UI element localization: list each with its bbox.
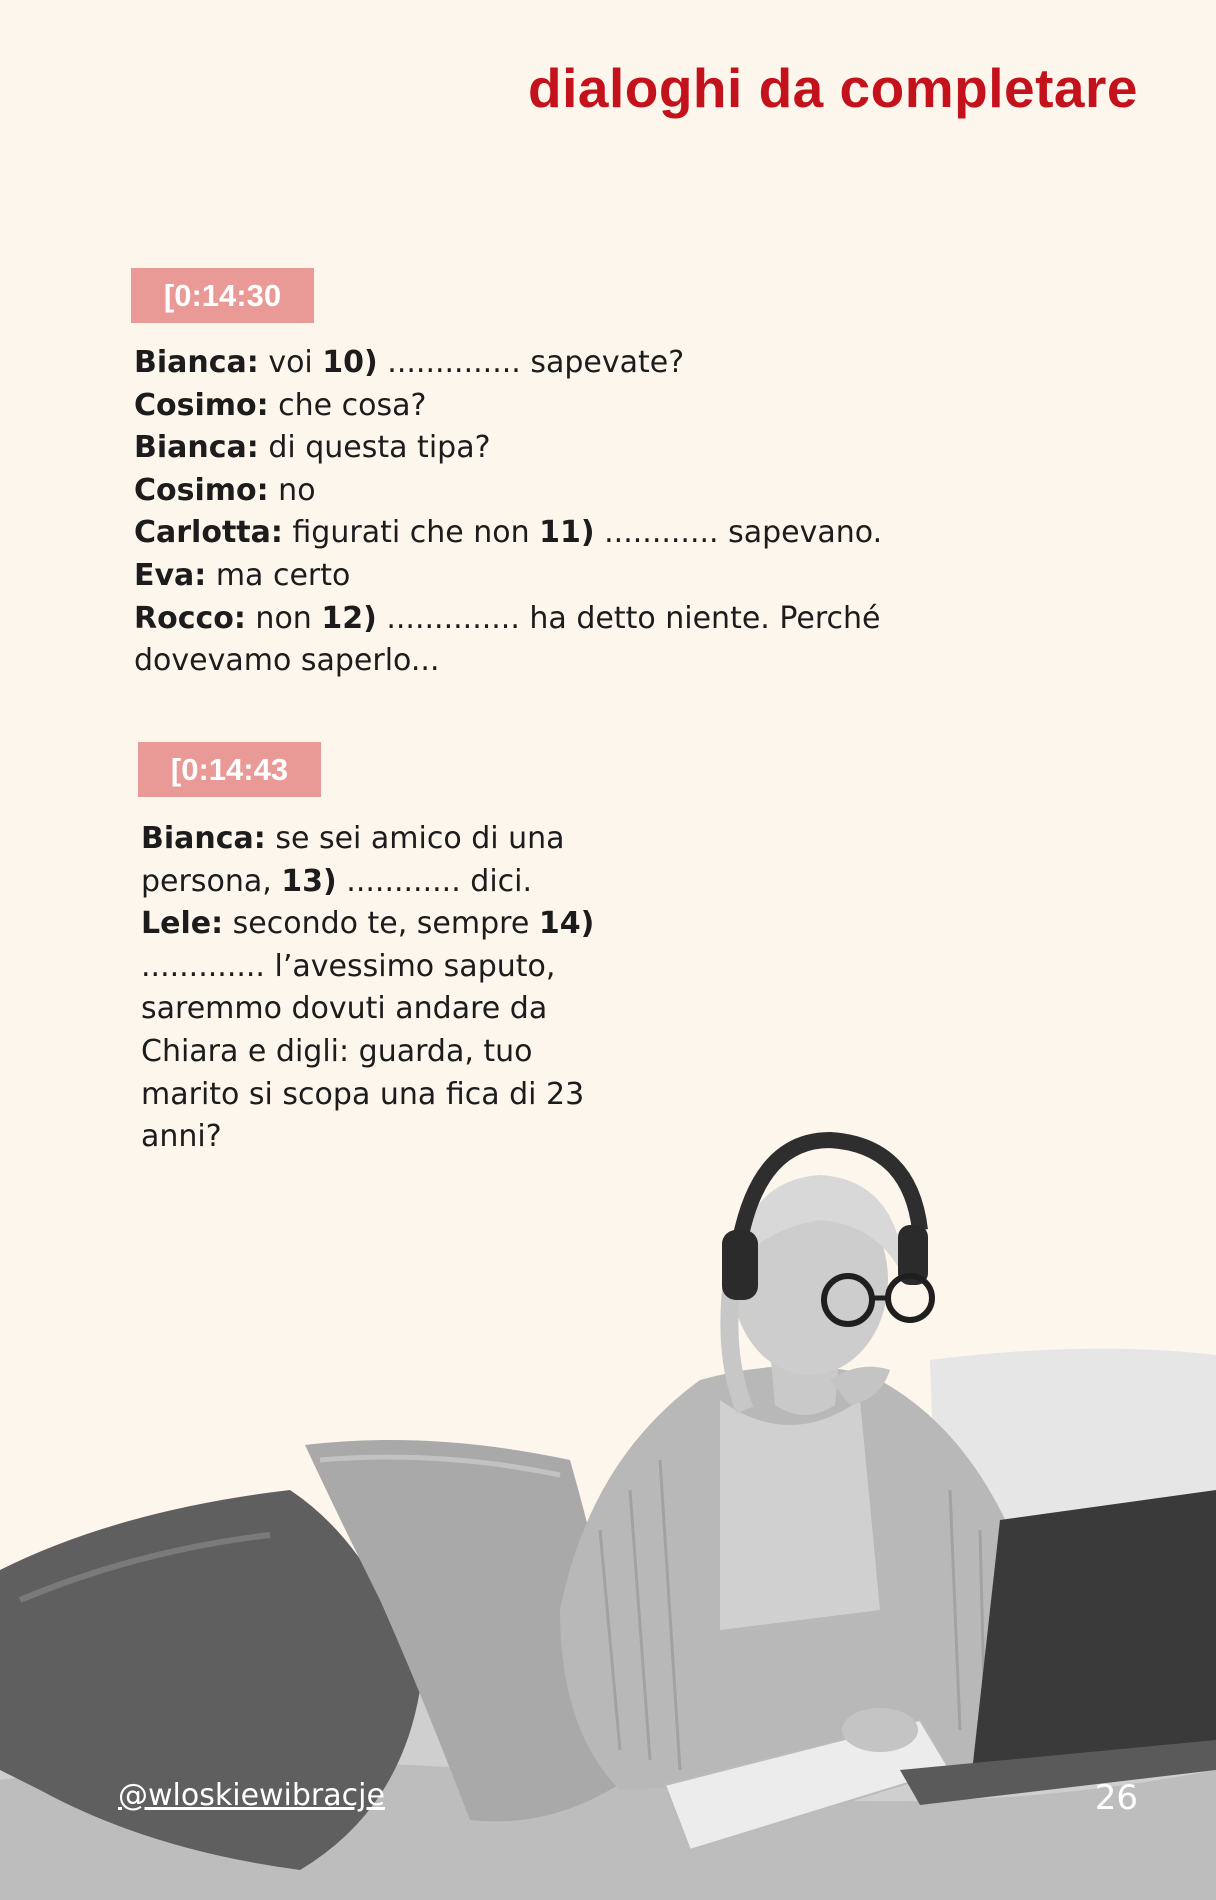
speaker-name: Lele: — [141, 906, 224, 942]
dialogue-line — [134, 470, 914, 513]
speaker-name: Rocco: — [134, 600, 246, 636]
blank-number: 13) — [281, 863, 337, 899]
speaker-name: Bianca: — [134, 430, 259, 466]
dialogue-line — [134, 512, 914, 555]
line-text: se sei amico di una persona, — [141, 821, 565, 899]
dialogue-line — [134, 598, 914, 683]
dialogue-line — [134, 555, 914, 598]
line-text: ma certo — [206, 557, 351, 593]
line-text: .............. sapevate? — [377, 345, 685, 380]
line-text: voi — [258, 345, 323, 380]
blank-number: 14) — [538, 906, 595, 942]
line-text: ............ sapevano. — [594, 515, 883, 551]
dialogue-line — [141, 903, 611, 1159]
dialogue-line — [134, 427, 914, 470]
line-text: .............. ha detto niente. Perché dovevamo saperlo... — [134, 600, 881, 679]
page-title: dialoghi da completare — [527, 57, 1138, 119]
line-text: ............. l’avessimo saputo, saremmo dovuti andare da Chiara e digli: guarda, tuo marito si scopa una fica di 23 anni? — [141, 948, 585, 1155]
timestamp-badge: [0:14:43 — [138, 742, 321, 797]
line-text: non — [245, 600, 322, 636]
line-text: di questa tipa? — [258, 430, 491, 466]
dialogue-line — [134, 385, 914, 428]
line-text: no — [268, 472, 316, 508]
speaker-name: Bianca: — [134, 345, 259, 380]
speaker-name: Cosimo: — [134, 472, 269, 508]
line-text: figurati che non — [282, 515, 540, 551]
blank-number: 12) — [321, 600, 377, 636]
dialogue-block-2 — [141, 818, 611, 1159]
line-text: che cosa? — [268, 387, 427, 423]
speaker-name: Cosimo: — [134, 387, 269, 423]
speaker-name: Carlotta: — [134, 515, 283, 551]
speaker-name: Bianca: — [141, 821, 266, 856]
line-text: secondo te, sempre — [223, 906, 539, 942]
line-text: ............ dici. — [336, 863, 533, 899]
dialogue-line — [141, 818, 611, 903]
instagram-handle-link[interactable]: @wloskiewibracje — [118, 1778, 385, 1813]
timestamp-badge: [0:14:30 — [131, 268, 314, 323]
page-number: 26 — [1094, 1778, 1138, 1818]
dialogue-line — [134, 342, 914, 385]
speaker-name: Eva: — [134, 557, 207, 593]
blank-number: 11) — [539, 515, 595, 551]
dialogue-block-1 — [134, 342, 914, 683]
blank-number: 10) — [322, 345, 378, 380]
